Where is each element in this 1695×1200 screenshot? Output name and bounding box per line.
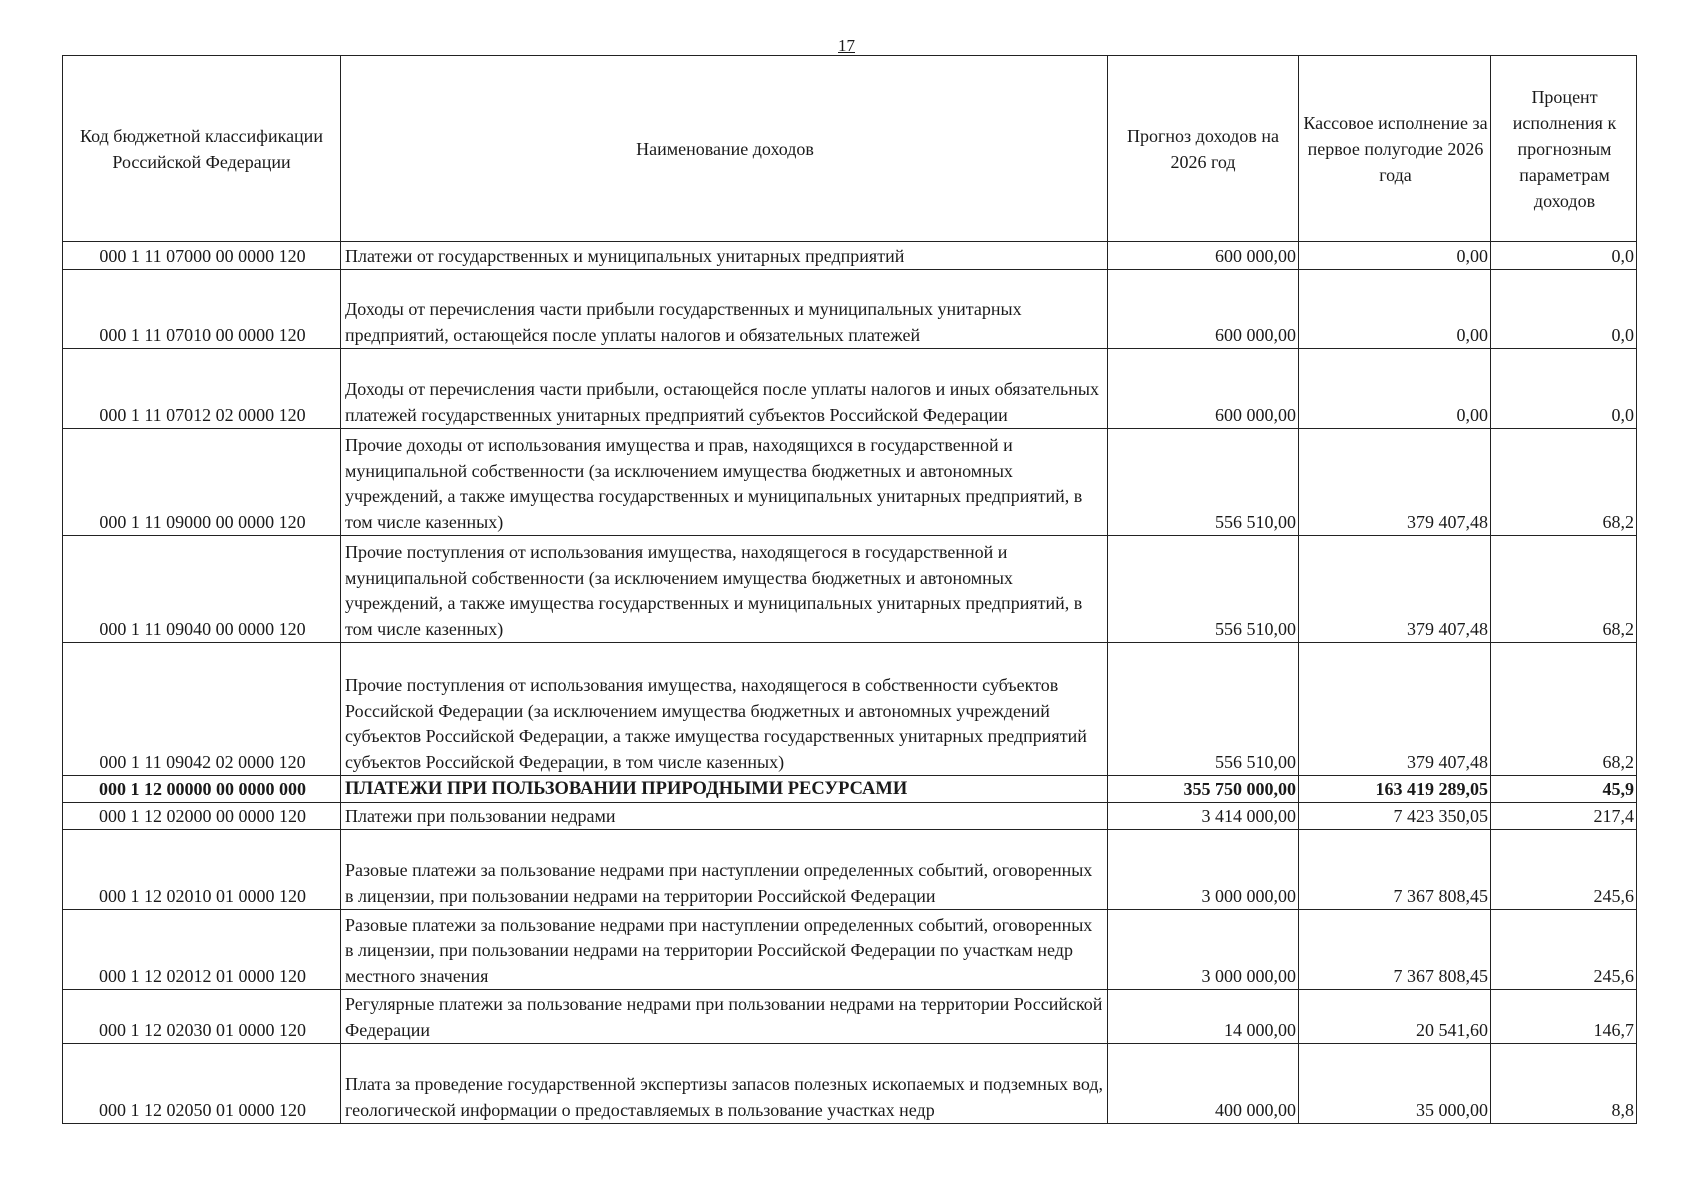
row-name: Прочие поступления от использования имущества, находящегося в государственной и муниципальной собственности (за исключением имущества бюджетных и автономных учреждений, а также имущества государственных и муниципальных унитарных предприятий, в том числе казенных)	[341, 536, 1108, 643]
row-forecast: 3 000 000,00	[1108, 830, 1299, 910]
row-execution: 379 407,48	[1299, 429, 1491, 536]
row-code: 000 1 11 07000 00 0000 120	[63, 242, 341, 270]
row-execution: 379 407,48	[1299, 643, 1491, 776]
row-percent: 0,0	[1491, 349, 1637, 429]
row-name: Прочие доходы от использования имущества и прав, находящихся в государственной и муниципальной собственности (за исключением имущества бюджетных и автономных учреждений, а также имущества государственных и муниципальных унитарных предприятий, в том числе казенных)	[341, 429, 1108, 536]
row-execution: 7 367 808,45	[1299, 830, 1491, 910]
revenue-table	[62, 55, 1637, 1124]
row-forecast: 556 510,00	[1108, 429, 1299, 536]
header-forecast: Прогноз доходов на 2026 год	[1108, 56, 1299, 242]
row-execution: 20 541,60	[1299, 990, 1491, 1044]
row-percent: 245,6	[1491, 830, 1637, 910]
row-percent: 0,0	[1491, 242, 1637, 270]
row-execution: 0,00	[1299, 270, 1491, 349]
table-row	[63, 429, 1637, 536]
row-percent: 68,2	[1491, 643, 1637, 776]
row-execution: 163 419 289,05	[1299, 776, 1491, 803]
row-name: Доходы от перечисления части прибыли государственных и муниципальных унитарных предприятий, остающейся после уплаты налогов и обязательных платежей	[341, 270, 1108, 349]
row-percent: 8,8	[1491, 1044, 1637, 1124]
table-row	[63, 1044, 1637, 1124]
row-code: 000 1 12 00000 00 0000 000	[63, 776, 341, 803]
row-code: 000 1 12 02010 01 0000 120	[63, 830, 341, 910]
table-row	[63, 536, 1637, 643]
row-forecast: 355 750 000,00	[1108, 776, 1299, 803]
table-row	[63, 910, 1637, 990]
row-execution: 379 407,48	[1299, 536, 1491, 643]
row-name: Прочие поступления от использования имущества, находящегося в собственности субъектов Российской Федерации (за исключением имущества бюджетных и автономных учреждений субъектов Российской Федерации, а также имущества государственных унитарных предприятий субъектов Российской Федерации, в том числе казенных)	[341, 643, 1108, 776]
row-name: Разовые платежи за пользование недрами при наступлении определенных событий, оговоренных в лицензии, при пользовании недрами на территории Российской Федерации	[341, 830, 1108, 910]
header-code: Код бюджетной классификации Российской Федерации	[63, 56, 341, 242]
row-percent: 68,2	[1491, 536, 1637, 643]
row-percent: 0,0	[1491, 270, 1637, 349]
table-row	[63, 643, 1637, 776]
row-forecast: 600 000,00	[1108, 270, 1299, 349]
table-row	[63, 776, 1637, 803]
header-name: Наименование доходов	[341, 56, 1108, 242]
row-name: Плата за проведение государственной экспертизы запасов полезных ископаемых и подземных вод, геологической информации о предоставляемых в пользование участках недр	[341, 1044, 1108, 1124]
row-forecast: 600 000,00	[1108, 349, 1299, 429]
row-percent: 68,2	[1491, 429, 1637, 536]
table-row	[63, 830, 1637, 910]
row-code: 000 1 11 07012 02 0000 120	[63, 349, 341, 429]
table-row	[63, 270, 1637, 349]
row-code: 000 1 12 02050 01 0000 120	[63, 1044, 341, 1124]
row-name: Платежи при пользовании недрами	[341, 803, 1108, 830]
row-code: 000 1 12 02012 01 0000 120	[63, 910, 341, 990]
row-execution: 0,00	[1299, 242, 1491, 270]
row-name: ПЛАТЕЖИ ПРИ ПОЛЬЗОВАНИИ ПРИРОДНЫМИ РЕСУРСАМИ	[341, 776, 1108, 803]
row-execution: 0,00	[1299, 349, 1491, 429]
row-percent: 217,4	[1491, 803, 1637, 830]
row-percent: 45,9	[1491, 776, 1637, 803]
table-row	[63, 349, 1637, 429]
row-execution: 7 423 350,05	[1299, 803, 1491, 830]
table-row	[63, 803, 1637, 830]
row-percent: 245,6	[1491, 910, 1637, 990]
row-code: 000 1 11 09042 02 0000 120	[63, 643, 341, 776]
header-execution: Кассовое исполнение за первое полугодие 2026 года	[1299, 56, 1491, 242]
row-forecast: 556 510,00	[1108, 643, 1299, 776]
row-code: 000 1 11 09000 00 0000 120	[63, 429, 341, 536]
row-execution: 35 000,00	[1299, 1044, 1491, 1124]
row-forecast: 3 000 000,00	[1108, 910, 1299, 990]
table-row	[63, 990, 1637, 1044]
row-code: 000 1 11 07010 00 0000 120	[63, 270, 341, 349]
row-code: 000 1 12 02000 00 0000 120	[63, 803, 341, 830]
row-code: 000 1 11 09040 00 0000 120	[63, 536, 341, 643]
table-row	[63, 242, 1637, 270]
row-forecast: 14 000,00	[1108, 990, 1299, 1044]
row-code: 000 1 12 02030 01 0000 120	[63, 990, 341, 1044]
row-forecast: 600 000,00	[1108, 242, 1299, 270]
page-number: 17	[838, 36, 855, 55]
row-forecast: 556 510,00	[1108, 536, 1299, 643]
table-header-row	[63, 56, 1637, 242]
row-forecast: 400 000,00	[1108, 1044, 1299, 1124]
header-percent: Процент исполнения к прогнозным параметрам доходов	[1491, 56, 1637, 242]
row-percent: 146,7	[1491, 990, 1637, 1044]
row-name: Доходы от перечисления части прибыли, остающейся после уплаты налогов и иных обязательных платежей государственных унитарных предприятий субъектов Российской Федерации	[341, 349, 1108, 429]
row-name: Платежи от государственных и муниципальных унитарных предприятий	[341, 242, 1108, 270]
row-execution: 7 367 808,45	[1299, 910, 1491, 990]
row-name: Регулярные платежи за пользование недрами при пользовании недрами на территории Российской Федерации	[341, 990, 1108, 1044]
row-name: Разовые платежи за пользование недрами при наступлении определенных событий, оговоренных в лицензии, при пользовании недрами на территории Российской Федерации по участкам недр местного значения	[341, 910, 1108, 990]
row-forecast: 3 414 000,00	[1108, 803, 1299, 830]
